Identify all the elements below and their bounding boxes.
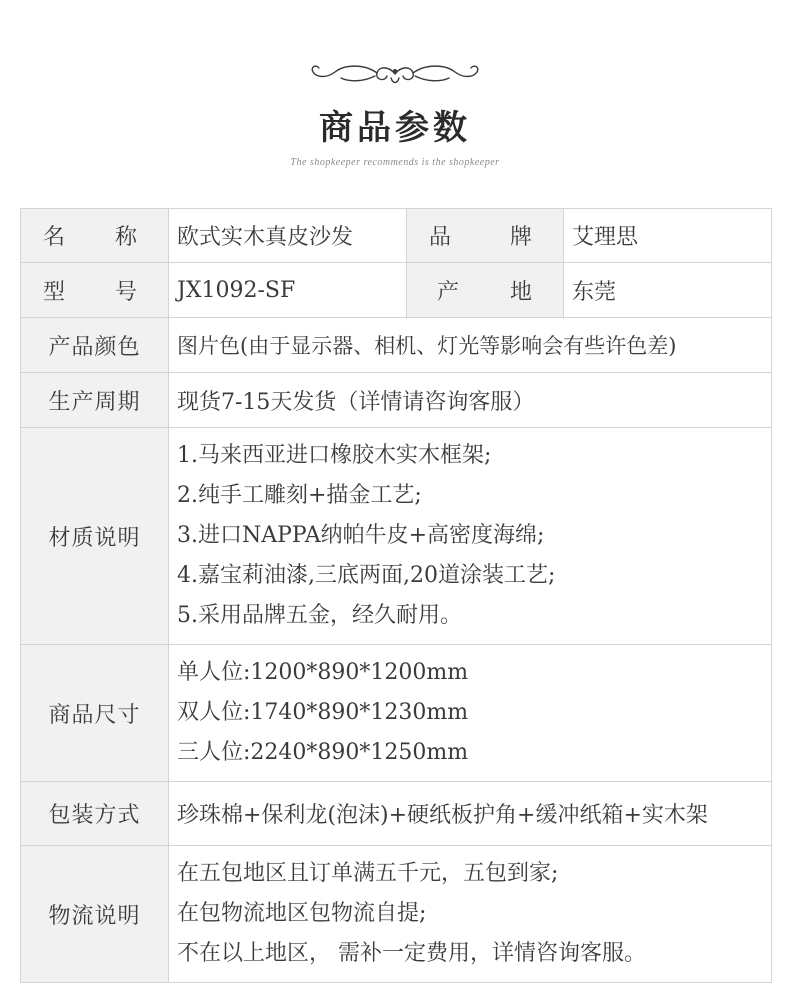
material-label: 材质说明 <box>21 428 169 645</box>
packing-label: 包装方式 <box>21 782 169 846</box>
cycle-label: 生产周期 <box>21 373 169 428</box>
size-label: 商品尺寸 <box>21 645 169 782</box>
list-item: 三人位:2240*890*1250mm <box>177 740 469 765</box>
list-item: 5.采用品牌五金，经久耐用。 <box>177 603 462 628</box>
material-value <box>169 428 772 645</box>
table-row <box>21 263 772 318</box>
packing-value: 珍珠棉+保利龙(泡沫)+硬纸板护角+缓冲纸箱+实木架 <box>169 782 772 846</box>
logistics-value <box>169 846 772 983</box>
section-header <box>0 0 790 200</box>
brand-label: 品 牌 <box>407 209 564 263</box>
page-subtitle: The shopkeeper recommends is the shopkeeper <box>290 157 500 168</box>
cycle-value: 现货7-15天发货（详情请咨询客服） <box>169 373 772 428</box>
size-value <box>169 645 772 782</box>
list-item: 双人位:1740*890*1230mm <box>177 700 469 725</box>
color-label: 产品颜色 <box>21 318 169 373</box>
name-value: 欧式实木真皮沙发 <box>169 209 407 263</box>
product-params-table <box>20 208 772 983</box>
name-label: 名 称 <box>21 209 169 263</box>
list-item: 3.进口NAPPA纳帕牛皮+高密度海绵; <box>177 523 545 548</box>
table-row <box>21 846 772 983</box>
table-row <box>21 428 772 645</box>
model-value: JX1092-SF <box>169 263 407 318</box>
logistics-label: 物流说明 <box>21 846 169 983</box>
table-row <box>21 373 772 428</box>
table-row <box>21 209 772 263</box>
origin-label: 产 地 <box>407 263 564 318</box>
table-row <box>21 318 772 373</box>
table-row <box>21 782 772 846</box>
table-row <box>21 645 772 782</box>
list-item: 在五包地区且订单满五千元，五包到家; <box>177 861 559 886</box>
list-item: 4.嘉宝莉油漆,三底两面,20道涂装工艺; <box>177 563 556 588</box>
color-value: 图片色(由于显示器、相机、灯光等影响会有些许色差) <box>169 318 772 373</box>
list-item: 1.马来西亚进口橡胶木实木框架; <box>177 443 492 468</box>
list-item: 在包物流地区包物流自提; <box>177 901 427 926</box>
list-item: 不在以上地区， 需补一定费用，详情咨询客服。 <box>177 941 646 966</box>
model-label: 型 号 <box>21 263 169 318</box>
page-title: 商品参数 <box>319 108 471 148</box>
brand-value: 艾理思 <box>564 209 772 263</box>
list-item: 单人位:1200*890*1200mm <box>177 660 469 685</box>
origin-value: 东莞 <box>564 263 772 318</box>
list-item: 2.纯手工雕刻+描金工艺; <box>177 483 422 508</box>
flourish-ornament-icon <box>305 58 485 92</box>
